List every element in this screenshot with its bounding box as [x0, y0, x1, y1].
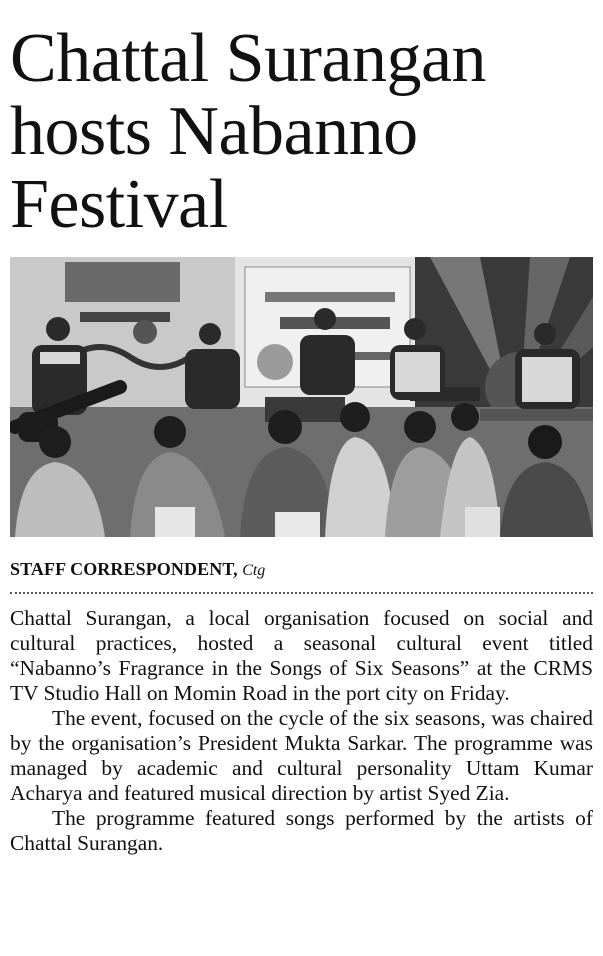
byline-author: STAFF CORRESPONDENT,: [10, 559, 238, 579]
event-photo: [10, 257, 593, 537]
paragraph: Chattal Surangan, a local organisation focused on social and cultural practices, hosted a seasonal cultural event titled “Nabanno’s Fragrance in the Songs of Six Seasons” at the CRMS TV Studio Hall on Momin Road in the port city on Friday.: [10, 606, 593, 705]
byline: [10, 558, 593, 582]
paragraph: The programme featured songs performed by the artists of Chattal Surangan.: [10, 806, 593, 855]
article-body: [10, 606, 593, 856]
byline-divider: [10, 592, 593, 594]
headline: Chattal Surangan hosts Nabanno Festival: [10, 20, 487, 243]
paragraph: The event, focused on the cycle of the six seasons, was chaired by the organisation’s President Mukta Sarkar. The programme was managed by academic and cultural personality Uttam Kumar Acharya and featured musical direction by artist Syed Zia.: [10, 706, 593, 805]
byline-location: Ctg: [242, 562, 266, 579]
